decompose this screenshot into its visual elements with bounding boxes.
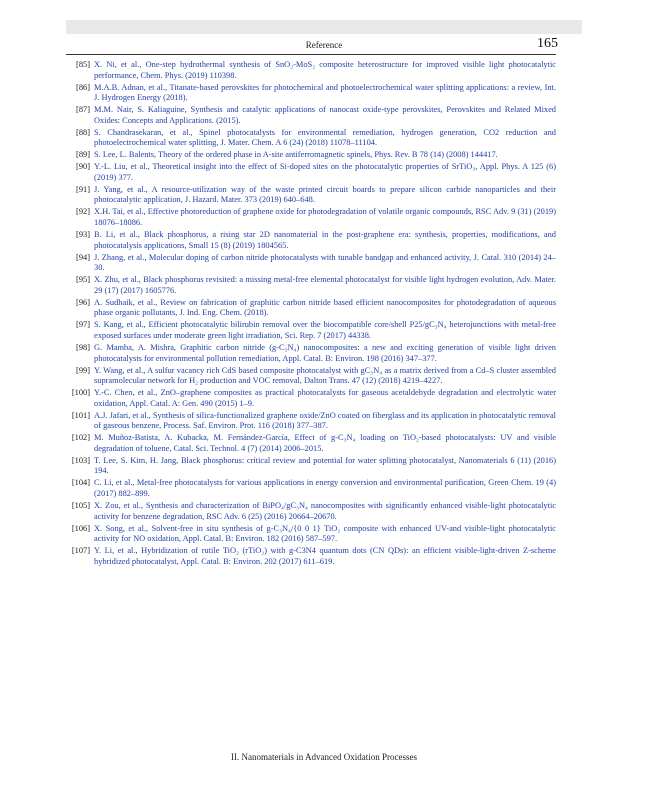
reference-citation-link[interactable]: Y. Wang, et al., A sulfur vacancy rich CdS based composite photocatalyst with gC₃N₄ as a matrix derived from a Cd–S cluster assembled supramolecular network for H₂ production and VOC removal, Dalton Trans. 47 (12) (2018) 4219–4227. — [94, 365, 556, 386]
reference-list — [66, 60, 556, 569]
reference-number: [89] — [76, 150, 90, 160]
reference-number: [104] — [71, 478, 90, 488]
footer-section-title: II. Nanomaterials in Advanced Oxidation Processes — [231, 752, 417, 762]
reference-item — [66, 388, 556, 409]
reference-citation-link[interactable]: X.H. Tai, et al., Effective photoreduction of graphene oxide for photodegradation of volatile organic compounds, RSC Adv. 9 (31) (2019) 18076–18086. — [94, 207, 556, 228]
reference-number: [93] — [76, 230, 90, 240]
reference-number: [85] — [76, 60, 90, 69]
reference-item — [66, 366, 556, 387]
reference-number: [101] — [71, 410, 90, 420]
reference-item — [66, 456, 556, 477]
reference-item — [66, 253, 556, 274]
header-divider — [66, 54, 556, 55]
reference-citation-link[interactable]: A. Sudhaik, et al., Review on fabrication of graphitic carbon nitride based efficient nanocomposites for photodegradation of aqueous phase organic pollutants, J. Ind. Eng. Chem. (2018). — [94, 297, 556, 318]
reference-item — [66, 105, 556, 126]
page-number: 165 — [537, 36, 558, 51]
reference-citation-link[interactable]: M.A.B. Adnan, et al., Titanate-based perovskites for photochemical and photoelectrochemical water splitting applications: a review, Int. J. Hydrogen Energy (2018). — [94, 82, 556, 103]
reference-citation-link[interactable]: X. Song, et al., Solvent-free in situ synthesis of g-C₃N₄/{0 0 1} TiO₂ composite with enhanced UV-and visible-light photocatalytic activity for NO oxidation, Appl. Catal. B: Environ. 182 (2016) 587–597. — [94, 523, 556, 544]
reference-item — [66, 230, 556, 251]
reference-item — [66, 524, 556, 545]
reference-number: [100] — [71, 388, 90, 398]
reference-item — [66, 275, 556, 296]
reference-citation-link[interactable]: C. Li, et al., Metal-free photocatalysts for various applications in energy conversion and environmental purification, Green Chem. 19 (4) (2017) 882–899. — [94, 478, 556, 498]
reference-item — [66, 207, 556, 228]
running-header: Reference — [305, 40, 343, 50]
reference-citation-link[interactable]: Y.-L. Liu, et al., Theoretical insight into the effect of Si-doped sites on the photocatalytic properties of SrTiO₃, Appl. Phys. A 125 (6) (2019) 377. — [94, 162, 556, 182]
reference-item — [66, 411, 556, 432]
reference-citation-link[interactable]: S. Lee, L. Balents, Theory of the ordered phase in A-site antiferromagnetic spinels, Phys. Rev. B 78 (14) (2008) 144417. — [94, 150, 498, 160]
reference-citation-link[interactable]: J. Zhang, et al., Molecular doping of carbon nitride photocatalysts with tunable bandgap and enhanced activity, J. Catal. 310 (2014) 24–30. — [94, 252, 556, 273]
reference-number: [88] — [76, 127, 90, 137]
reference-citation-link[interactable]: Y. Li, et al., Hybridization of rutile TiO₂ (rTiO₂) with g-C3N4 quantum dots (CN QDs): an efficient visible-light-driven Z-scheme hybridized photocatalyst, Appl. Catal. B: Environ. 202 (2017) 611–619. — [94, 546, 556, 566]
reference-item — [66, 298, 556, 319]
reference-item — [66, 501, 556, 522]
reference-number: [99] — [76, 365, 90, 375]
reference-number: [94] — [76, 252, 90, 262]
reference-number: [91] — [76, 184, 90, 194]
reference-citation-link[interactable]: J. Yang, et al., A resource-utilization way of the waste printed circuit boards to prepare silicon carbide nanoparticles and their photocatalytic application, J. Hazard. Mater. 373 (2019) 640–648. — [94, 184, 556, 205]
reference-number: [95] — [76, 275, 90, 285]
reference-item — [66, 83, 556, 104]
reference-item — [66, 150, 556, 161]
reference-item — [66, 546, 556, 567]
reference-item — [66, 162, 556, 183]
reference-citation-link[interactable]: X. Zou, et al., Synthesis and characterization of BiPO₄/gC₃N₄ nanocomposites with significantly enhanced visible-light photocatalytic activity for benzene degradation, RSC Adv. 6 (25) (2016) 20664–20670. — [94, 500, 556, 521]
reference-citation-link[interactable]: S. Kang, et al., Efficient photocatalytic bilirubin removal over the biocompatible core/shell P25/gC₃N₄ heterojunctions with metal-free exposed surfaces under moderate green light irradiation, Sci. Rep. 7 (2017) 44338. — [94, 320, 556, 340]
reference-number: [86] — [76, 82, 90, 92]
reference-citation-link[interactable]: X. Ni, et al., One-step hydrothermal synthesis of SnO₂-MoS₂ composite heterostructure for improved visible light photocatalytic performance, Chem. Phys. (2019) 110398. — [94, 60, 556, 80]
reference-number: [107] — [71, 546, 90, 556]
reference-number: [90] — [76, 162, 90, 172]
reference-item — [66, 320, 556, 341]
reference-citation-link[interactable]: B. Li, et al., Black phosphorus, a rising star 2D nanomaterial in the post-graphene era: synthesis, properties, modifications, and photocatalysis applications, Small 15 (8) (2019) 1804565. — [94, 230, 556, 250]
reference-number: [103] — [71, 455, 90, 465]
reference-citation-link[interactable]: A.J. Jafari, et al., Synthesis of silica-functionalized graphene oxide/ZnO coated on fiberglass and its application in photocatalytic removal of gaseous benzene, Process. Saf. Environ. Prot. 116 (2018) 377–387. — [94, 410, 556, 431]
reference-citation-link[interactable]: M. Muñoz-Batista, A. Kubacka, M. Fernández-García, Effect of g-C₃N₄ loading on TiO₂-based photocatalysts: UV and visible degradation of toluene, Catal. Sci. Technol. 4 (7) (2014) 2006–2015. — [94, 433, 556, 453]
reference-number: [87] — [76, 105, 90, 115]
reference-citation-link[interactable]: T. Lee, S. Kim, H. Jang, Black phosphorus: critical review and potential for water splitting photocatalyst, Nanomaterials 6 (11) (2016) 194. — [94, 455, 556, 476]
reference-citation-link[interactable]: Y.-C. Chen, et al., ZnO–graphene composites as practical photocatalysts for gaseous acetaldehyde degradation and electrolytic water oxidation, Appl. Catal. A: Gen. 490 (2015) 1–9. — [94, 388, 556, 408]
reference-number: [96] — [76, 297, 90, 307]
reference-item — [66, 343, 556, 364]
reference-citation-link[interactable]: X. Zhu, et al., Black phosphorus revisited: a missing metal-free elemental photocatalyst for visible light hydrogen evolution, Adv. Mater. 29 (17) (2017) 1605776. — [94, 275, 556, 295]
reference-citation-link[interactable]: G. Mamba, A. Mishra, Graphitic carbon nitride (g-C₃N₄) nanocomposites: a new and exciting generation of visible light driven photocatalysts for environmental pollution remediation, Appl. Catal. B: Environ. 198 (2016) 347–377. — [94, 342, 556, 363]
reference-item — [66, 60, 556, 81]
reference-item — [66, 128, 556, 149]
reference-number: [92] — [76, 207, 90, 217]
reference-number: [105] — [71, 500, 90, 510]
reference-number: [98] — [76, 342, 90, 352]
header-bar — [66, 20, 582, 34]
reference-number: [97] — [76, 320, 90, 330]
reference-item — [66, 478, 556, 499]
reference-number: [102] — [71, 433, 90, 443]
reference-citation-link[interactable]: M.M. Nair, S. Kaliaguine, Synthesis and catalytic applications of nanocast oxide-type perovskites, Perovskites and Related Mixed Oxides: Concepts and Applications. (2015). — [94, 105, 556, 125]
reference-item — [66, 433, 556, 454]
reference-number: [106] — [71, 523, 90, 533]
reference-citation-link[interactable]: S. Chandrasekaran, et al., Spinel photocatalysts for environmental remediation, hydrogen generation, CO2 reduction and photoelectrochemical water splitting, J. Mater. Chem. A 6 (24) (2018) 11078–11104. — [94, 127, 556, 148]
reference-item — [66, 185, 556, 206]
